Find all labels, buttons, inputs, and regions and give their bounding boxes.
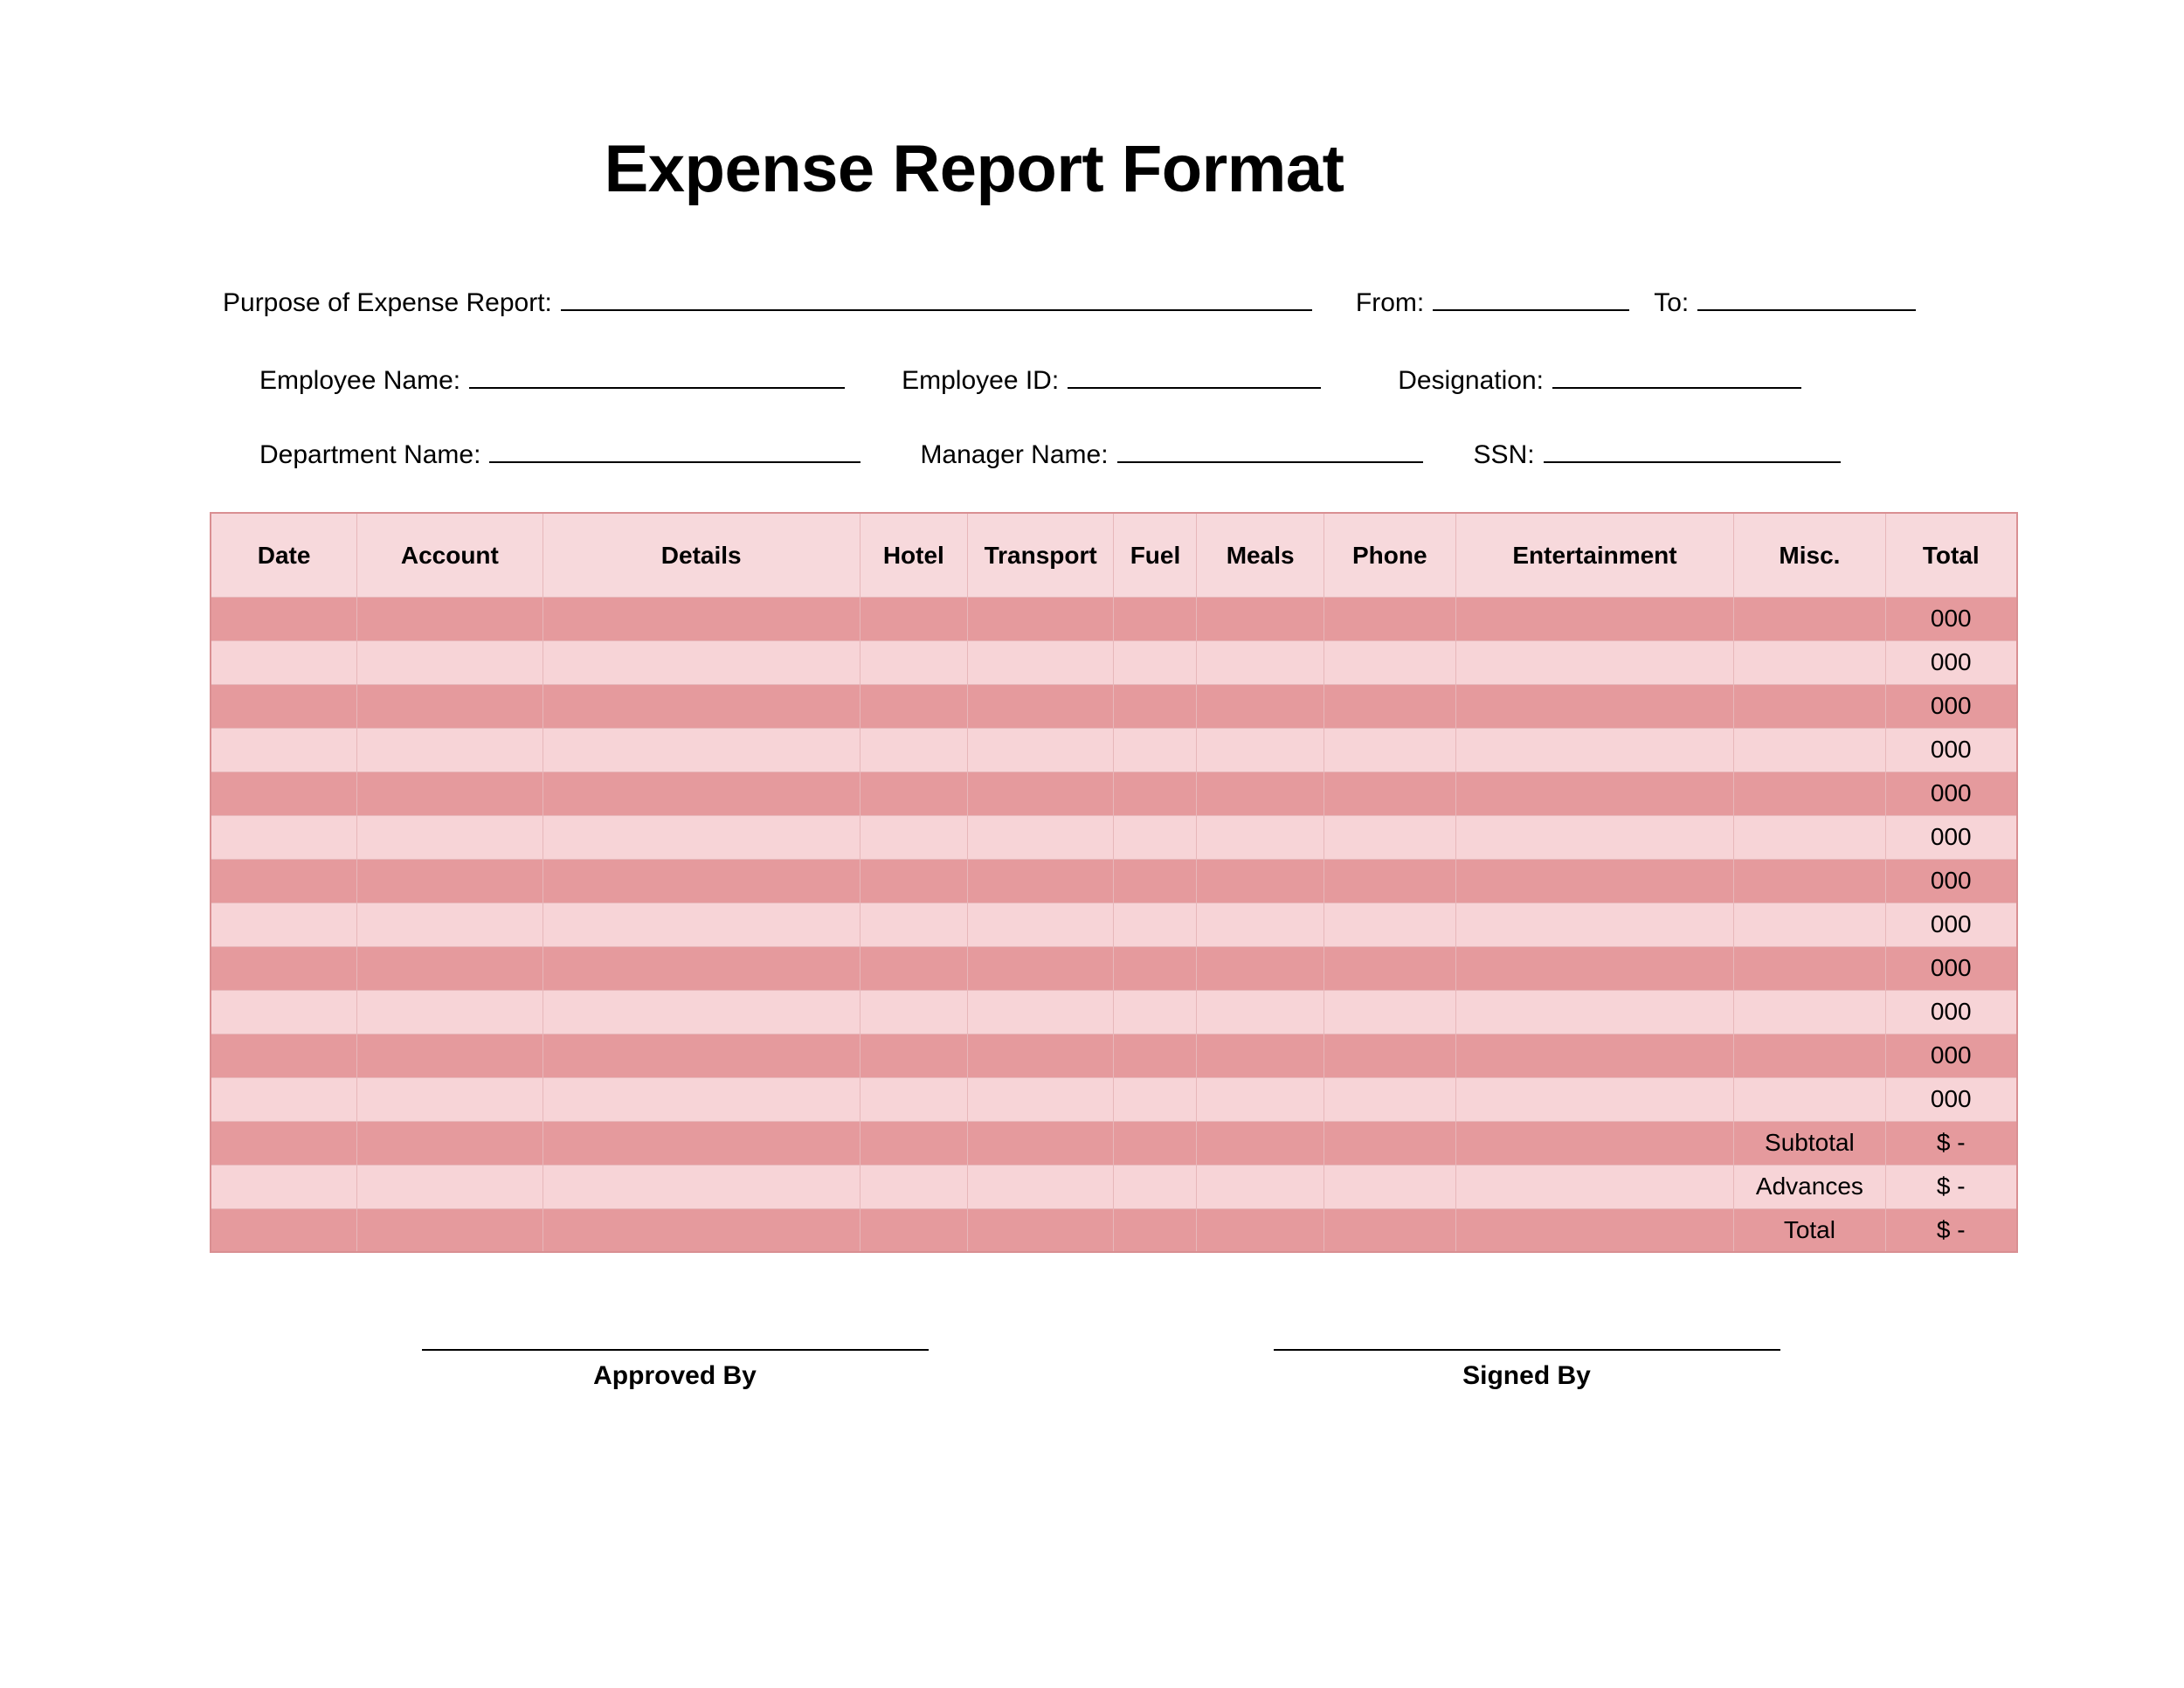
ssn-input[interactable]	[1544, 438, 1841, 463]
cell-phone[interactable]	[1324, 728, 1455, 771]
designation-input[interactable]	[1552, 363, 1801, 389]
cell-entertainment[interactable]	[1455, 771, 1734, 815]
cell-meals[interactable]	[1197, 640, 1324, 684]
cell-hotel	[860, 1208, 967, 1252]
cell-total[interactable]: 000	[1885, 1077, 2017, 1121]
column-header-account: Account	[357, 513, 543, 597]
column-header-phone: Phone	[1324, 513, 1455, 597]
cell-account	[357, 1208, 543, 1252]
table-row[interactable]	[211, 990, 2017, 1034]
employee-id-input[interactable]	[1068, 363, 1321, 389]
cell-account[interactable]	[357, 946, 543, 990]
subtotal-row	[211, 1121, 2017, 1165]
cell-hotel[interactable]	[860, 684, 967, 728]
cell-transport[interactable]	[967, 640, 1114, 684]
cell-transport[interactable]	[967, 815, 1114, 859]
cell-date[interactable]	[211, 859, 357, 903]
cell-fuel[interactable]	[1114, 684, 1197, 728]
manager-name-label: Manager Name:	[920, 440, 1109, 469]
cell-total[interactable]: 000	[1885, 859, 2017, 903]
cell-entertainment	[1455, 1208, 1734, 1252]
cell-misc[interactable]	[1734, 815, 1885, 859]
cell-details[interactable]	[543, 1034, 860, 1077]
cell-hotel[interactable]	[860, 597, 967, 640]
cell-meals[interactable]	[1197, 684, 1324, 728]
cell-total[interactable]: 000	[1885, 903, 2017, 946]
column-header-hotel: Hotel	[860, 513, 967, 597]
cell-transport	[967, 1208, 1114, 1252]
cell-misc[interactable]	[1734, 859, 1885, 903]
cell-meals[interactable]	[1197, 815, 1324, 859]
cell-meals[interactable]	[1197, 597, 1324, 640]
cell-phone[interactable]	[1324, 1034, 1455, 1077]
expense-table-body	[211, 597, 2017, 1252]
cell-details[interactable]	[543, 1077, 860, 1121]
cell-hotel[interactable]	[860, 903, 967, 946]
manager-name-input[interactable]	[1117, 438, 1423, 463]
cell-hotel[interactable]	[860, 640, 967, 684]
table-header-row	[211, 513, 2017, 597]
cell-phone[interactable]	[1324, 597, 1455, 640]
cell-meals[interactable]	[1197, 1077, 1324, 1121]
employee-name-input[interactable]	[469, 363, 845, 389]
grand-total-label: Total	[1734, 1208, 1885, 1252]
cell-phone[interactable]	[1324, 640, 1455, 684]
table-row[interactable]	[211, 946, 2017, 990]
column-header-entertainment: Entertainment	[1455, 513, 1734, 597]
cell-hotel[interactable]	[860, 771, 967, 815]
cell-misc[interactable]	[1734, 597, 1885, 640]
to-field[interactable]	[1654, 286, 1916, 318]
cell-fuel[interactable]	[1114, 597, 1197, 640]
ssn-label: SSN:	[1473, 440, 1535, 469]
cell-date[interactable]	[211, 1077, 357, 1121]
table-row[interactable]	[211, 1034, 2017, 1077]
cell-fuel[interactable]	[1114, 1034, 1197, 1077]
column-header-misc: Misc.	[1734, 513, 1885, 597]
employee-id-field[interactable]	[902, 363, 1321, 396]
approved-by-line[interactable]	[422, 1349, 929, 1351]
cell-phone	[1324, 1165, 1455, 1208]
cell-account[interactable]	[357, 859, 543, 903]
cell-fuel[interactable]	[1114, 990, 1197, 1034]
cell-date[interactable]	[211, 990, 357, 1034]
cell-entertainment[interactable]	[1455, 597, 1734, 640]
cell-account	[357, 1121, 543, 1165]
table-row[interactable]	[211, 859, 2017, 903]
signature-area	[0, 1349, 2184, 1391]
column-header-total: Total	[1885, 513, 2017, 597]
cell-account[interactable]	[357, 990, 543, 1034]
cell-entertainment[interactable]	[1455, 728, 1734, 771]
cell-details[interactable]	[543, 946, 860, 990]
cell-meals	[1197, 1165, 1324, 1208]
cell-hotel[interactable]	[860, 859, 967, 903]
form-fields	[0, 286, 2184, 470]
table-row[interactable]	[211, 684, 2017, 728]
cell-phone[interactable]	[1324, 990, 1455, 1034]
cell-account[interactable]	[357, 684, 543, 728]
designation-field[interactable]	[1398, 363, 1801, 396]
cell-fuel	[1114, 1121, 1197, 1165]
cell-misc[interactable]	[1734, 640, 1885, 684]
cell-account[interactable]	[357, 771, 543, 815]
cell-details	[543, 1208, 860, 1252]
cell-date[interactable]	[211, 903, 357, 946]
signed-by-line[interactable]	[1274, 1349, 1780, 1351]
cell-details[interactable]	[543, 597, 860, 640]
cell-meals	[1197, 1208, 1324, 1252]
purpose-row	[223, 286, 2044, 318]
cell-date[interactable]	[211, 728, 357, 771]
grand-total-value: $ -	[1885, 1208, 2017, 1252]
cell-meals[interactable]	[1197, 946, 1324, 990]
cell-phone[interactable]	[1324, 903, 1455, 946]
cell-transport[interactable]	[967, 990, 1114, 1034]
cell-entertainment[interactable]	[1455, 903, 1734, 946]
cell-total[interactable]: 000	[1885, 815, 2017, 859]
advances-label: Advances	[1734, 1165, 1885, 1208]
cell-hotel	[860, 1121, 967, 1165]
cell-meals[interactable]	[1197, 903, 1324, 946]
cell-meals[interactable]	[1197, 771, 1324, 815]
column-header-meals: Meals	[1197, 513, 1324, 597]
cell-fuel[interactable]	[1114, 815, 1197, 859]
employee-name-label: Employee Name:	[259, 366, 461, 395]
column-header-details: Details	[543, 513, 860, 597]
cell-phone[interactable]	[1324, 684, 1455, 728]
cell-details[interactable]	[543, 859, 860, 903]
cell-account[interactable]	[357, 640, 543, 684]
cell-total[interactable]: 000	[1885, 990, 2017, 1034]
subtotal-value: $ -	[1885, 1121, 2017, 1165]
table-row[interactable]	[211, 771, 2017, 815]
cell-details[interactable]	[543, 728, 860, 771]
signed-by-block	[1274, 1349, 1780, 1391]
cell-hotel	[860, 1165, 967, 1208]
cell-details[interactable]	[543, 771, 860, 815]
cell-transport[interactable]	[967, 684, 1114, 728]
cell-entertainment	[1455, 1121, 1734, 1165]
cell-entertainment[interactable]	[1455, 859, 1734, 903]
cell-total[interactable]: 000	[1885, 946, 2017, 990]
table-row[interactable]	[211, 815, 2017, 859]
cell-hotel[interactable]	[860, 815, 967, 859]
cell-transport[interactable]	[967, 859, 1114, 903]
cell-account[interactable]	[357, 597, 543, 640]
cell-transport[interactable]	[967, 728, 1114, 771]
cell-details[interactable]	[543, 815, 860, 859]
cell-entertainment[interactable]	[1455, 815, 1734, 859]
cell-phone[interactable]	[1324, 859, 1455, 903]
department-row	[223, 438, 2044, 470]
cell-misc[interactable]	[1734, 1077, 1885, 1121]
approved-by-label: Approved By	[593, 1361, 757, 1390]
cell-account[interactable]	[357, 728, 543, 771]
cell-total[interactable]: 000	[1885, 1034, 2017, 1077]
cell-details[interactable]	[543, 990, 860, 1034]
cell-entertainment	[1455, 1165, 1734, 1208]
cell-fuel[interactable]	[1114, 903, 1197, 946]
cell-meals	[1197, 1121, 1324, 1165]
cell-phone	[1324, 1121, 1455, 1165]
cell-entertainment[interactable]	[1455, 946, 1734, 990]
ssn-field[interactable]	[1474, 438, 1841, 470]
advances-value: $ -	[1885, 1165, 2017, 1208]
department-name-field[interactable]	[259, 438, 860, 470]
signed-by-label: Signed By	[1462, 1361, 1591, 1390]
approved-by-block	[422, 1349, 929, 1391]
cell-fuel[interactable]	[1114, 771, 1197, 815]
cell-hotel[interactable]	[860, 990, 967, 1034]
cell-misc[interactable]	[1734, 990, 1885, 1034]
cell-total[interactable]: 000	[1885, 597, 2017, 640]
cell-details[interactable]	[543, 684, 860, 728]
employee-id-label: Employee ID:	[902, 366, 1060, 395]
column-header-transport: Transport	[967, 513, 1114, 597]
cell-date	[211, 1208, 357, 1252]
cell-misc[interactable]	[1734, 684, 1885, 728]
from-input[interactable]	[1433, 286, 1629, 311]
cell-fuel	[1114, 1165, 1197, 1208]
cell-total[interactable]: 000	[1885, 771, 2017, 815]
cell-misc[interactable]	[1734, 728, 1885, 771]
to-input[interactable]	[1697, 286, 1916, 311]
cell-meals[interactable]	[1197, 990, 1324, 1034]
cell-phone[interactable]	[1324, 946, 1455, 990]
table-row[interactable]	[211, 640, 2017, 684]
cell-date[interactable]	[211, 640, 357, 684]
table-row[interactable]	[211, 903, 2017, 946]
manager-name-field[interactable]	[920, 438, 1422, 470]
cell-transport	[967, 1121, 1114, 1165]
cell-fuel[interactable]	[1114, 859, 1197, 903]
cell-phone[interactable]	[1324, 771, 1455, 815]
department-name-label: Department Name:	[259, 440, 481, 469]
purpose-field[interactable]	[223, 286, 1312, 318]
cell-date[interactable]	[211, 771, 357, 815]
cell-misc[interactable]	[1734, 1034, 1885, 1077]
employee-name-field[interactable]	[259, 363, 845, 396]
to-label: To:	[1654, 288, 1690, 317]
purpose-label: Purpose of Expense Report:	[223, 288, 552, 317]
cell-fuel[interactable]	[1114, 1077, 1197, 1121]
cell-details[interactable]	[543, 640, 860, 684]
cell-meals[interactable]	[1197, 859, 1324, 903]
cell-fuel[interactable]	[1114, 946, 1197, 990]
from-field[interactable]	[1356, 286, 1629, 318]
column-header-fuel: Fuel	[1114, 513, 1197, 597]
cell-meals[interactable]	[1197, 1034, 1324, 1077]
cell-phone	[1324, 1208, 1455, 1252]
cell-account[interactable]	[357, 1077, 543, 1121]
cell-total[interactable]: 000	[1885, 728, 2017, 771]
cell-account[interactable]	[357, 815, 543, 859]
cell-transport[interactable]	[967, 903, 1114, 946]
cell-account[interactable]	[357, 903, 543, 946]
from-label: From:	[1355, 288, 1425, 317]
cell-entertainment[interactable]	[1455, 1034, 1734, 1077]
cell-account	[357, 1165, 543, 1208]
department-name-input[interactable]	[489, 438, 860, 463]
cell-transport[interactable]	[967, 771, 1114, 815]
cell-date[interactable]	[211, 684, 357, 728]
cell-transport	[967, 1165, 1114, 1208]
page-title: Expense Report Format	[604, 132, 1344, 206]
cell-details	[543, 1121, 860, 1165]
cell-hotel[interactable]	[860, 1034, 967, 1077]
table-row[interactable]	[211, 728, 2017, 771]
cell-transport[interactable]	[967, 1034, 1114, 1077]
cell-account[interactable]	[357, 1034, 543, 1077]
cell-transport[interactable]	[967, 1077, 1114, 1121]
cell-transport[interactable]	[967, 597, 1114, 640]
cell-phone[interactable]	[1324, 815, 1455, 859]
cell-date	[211, 1121, 357, 1165]
cell-date[interactable]	[211, 815, 357, 859]
cell-date	[211, 1165, 357, 1208]
cell-hotel[interactable]	[860, 1077, 967, 1121]
cell-date[interactable]	[211, 946, 357, 990]
cell-details[interactable]	[543, 903, 860, 946]
cell-hotel[interactable]	[860, 946, 967, 990]
cell-misc[interactable]	[1734, 946, 1885, 990]
designation-label: Designation:	[1398, 366, 1544, 395]
expense-table	[210, 512, 2018, 1253]
cell-total[interactable]: 000	[1885, 684, 2017, 728]
advances-row	[211, 1165, 2017, 1208]
column-header-date: Date	[211, 513, 357, 597]
cell-phone[interactable]	[1324, 1077, 1455, 1121]
subtotal-label: Subtotal	[1734, 1121, 1885, 1165]
cell-fuel[interactable]	[1114, 640, 1197, 684]
cell-details	[543, 1165, 860, 1208]
cell-meals[interactable]	[1197, 728, 1324, 771]
employee-row	[223, 363, 2044, 396]
cell-misc[interactable]	[1734, 771, 1885, 815]
cell-fuel	[1114, 1208, 1197, 1252]
cell-fuel[interactable]	[1114, 728, 1197, 771]
table-row[interactable]	[211, 597, 2017, 640]
cell-date[interactable]	[211, 1034, 357, 1077]
cell-entertainment[interactable]	[1455, 684, 1734, 728]
cell-date[interactable]	[211, 597, 357, 640]
grand-total-row	[211, 1208, 2017, 1252]
table-row[interactable]	[211, 1077, 2017, 1121]
cell-entertainment[interactable]	[1455, 1077, 1734, 1121]
cell-transport[interactable]	[967, 946, 1114, 990]
cell-misc[interactable]	[1734, 903, 1885, 946]
purpose-input[interactable]	[561, 286, 1312, 311]
cell-entertainment[interactable]	[1455, 640, 1734, 684]
cell-hotel[interactable]	[860, 728, 967, 771]
cell-entertainment[interactable]	[1455, 990, 1734, 1034]
cell-total[interactable]: 000	[1885, 640, 2017, 684]
